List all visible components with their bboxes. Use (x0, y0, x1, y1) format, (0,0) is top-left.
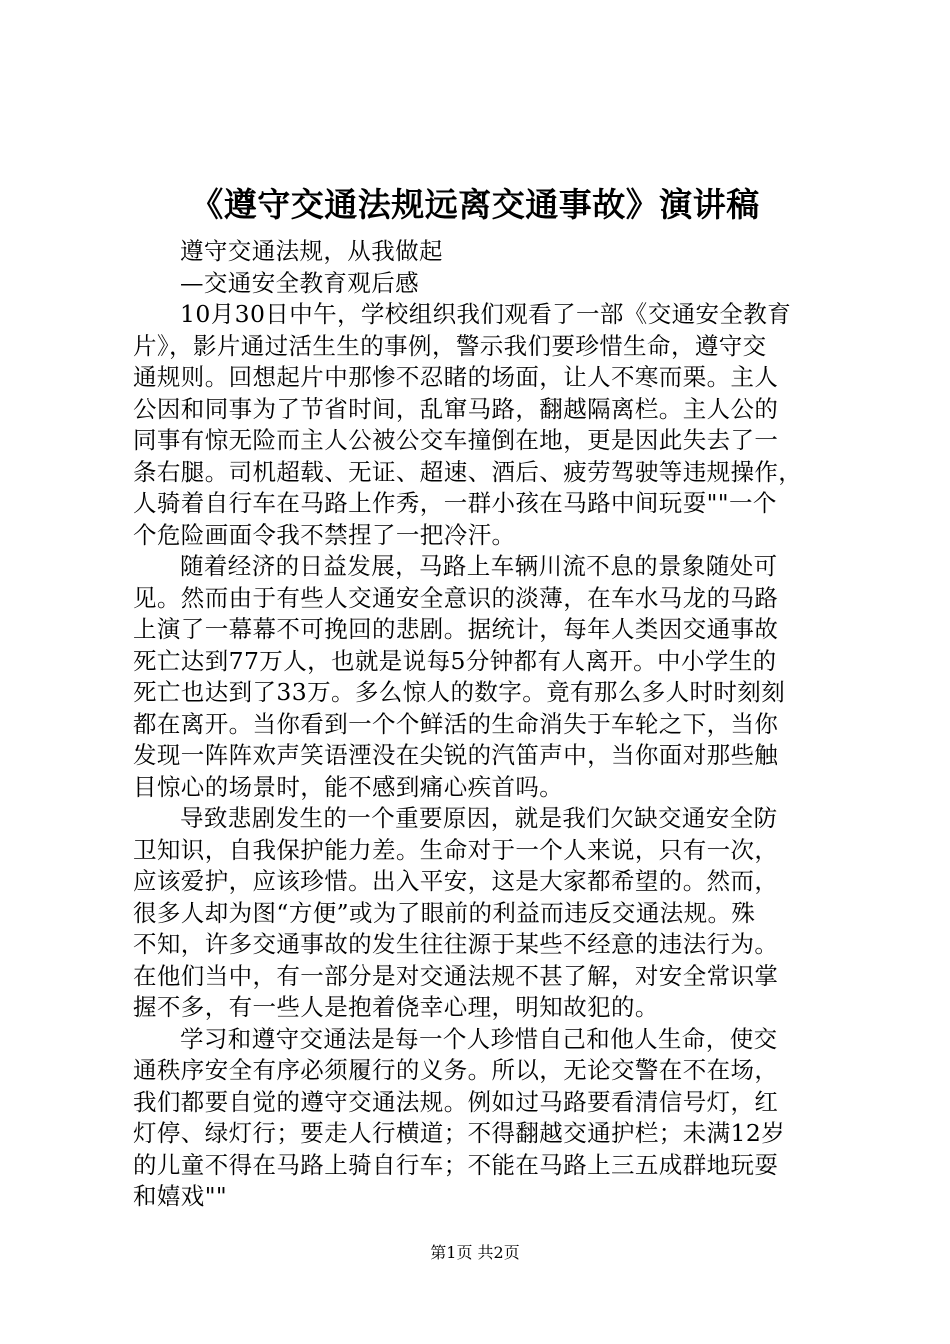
text-line: 应该爱护，应该珍惜。出入平安，这是大家都希望的。然而， (133, 867, 779, 895)
text-line: 的儿童不得在马路上骑自行车；不能在马路上三五成群地玩耍 (133, 1150, 779, 1179)
text-line: 片》，影片通过活生生的事例，警示我们要珍惜生命，遵守交 (133, 331, 767, 360)
page-footer: 第1页 共2页 (430, 1243, 520, 1262)
text-line: 公因和同事为了节省时间，乱窜马路，翻越隔离栏。主人公的 (133, 394, 779, 423)
text-line: 在他们当中，有一部分是对交通法规不甚了解，对安全常识掌 (133, 961, 779, 990)
page-title: 《遵守交通法规远离交通事故》演讲稿 (190, 185, 760, 224)
paragraph-2 (133, 551, 833, 803)
text-line: 通规则。回想起片中那惨不忍睹的场面，让人不寒而栗。主人 (133, 363, 779, 391)
document-body (133, 236, 833, 1213)
text-line: 同事有惊无险而主人公被公交车撞倒在地，更是因此失去了一 (133, 426, 779, 454)
subtitle-line: —交通安全教育观后感 (180, 268, 419, 297)
paragraph-1 (133, 299, 833, 551)
paragraph-4 (133, 1024, 833, 1213)
text-line: 人骑着自行车在马路上作秀，一群小孩在马路中间玩耍""一个 (133, 489, 777, 517)
paragraph-3 (133, 803, 833, 1024)
text-line: 上演了一幕幕不可挽回的悲剧。据统计，每年人类因交通事故 (133, 615, 779, 643)
text-line: 导致悲剧发生的一个重要原因，就是我们欠缺交通安全防 (180, 804, 778, 832)
text-line: 发现一阵阵欢声笑语湮没在尖锐的汽笛声中，当你面对那些触 (133, 741, 779, 769)
text-line: 不知，许多交通事故的发生往往源于某些不经意的违法行为。 (133, 930, 779, 958)
text-line: 和嬉戏"" (133, 1182, 228, 1210)
text-line: 很多人却为图“方便”或为了眼前的利益而违反交通法规。殊 (133, 898, 756, 927)
text-line: 死亡达到77万人，也就是说每5分钟都有人离开。中小学生的 (133, 646, 777, 675)
text-line: 个危险画面令我不禁捏了一把冷汗。 (133, 520, 516, 549)
text-line: 死亡也达到了33万。多么惊人的数字。竟有那么多人时时刻刻 (133, 678, 786, 706)
text-line: 10月30日中午，学校组织我们观看了一部《交通安全教育 (180, 300, 792, 328)
text-line: 随着经济的日益发展，马路上车辆川流不息的景象随处可 (180, 552, 778, 580)
text-line: 学习和遵守交通法是每一个人珍惜自己和他人生命，使交 (180, 1024, 778, 1053)
text-line: 我们都要自觉的遵守交通法规。例如过马路要看清信号灯，红 (133, 1087, 779, 1116)
text-line: 见。然而由于有些人交通安全意识的淡薄，在车水马龙的马路 (133, 583, 779, 612)
text-line: 目惊心的场景时，能不感到痛心疾首吗。 (133, 772, 564, 801)
text-line: 都在离开。当你看到一个个鲜活的生命消失于车轮之下，当你 (133, 709, 779, 738)
text-line: 灯停、绿灯行；要走人行横道；不得翻越交通护栏；未满12岁 (133, 1119, 786, 1147)
text-line: 握不多，有一些人是抱着侥幸心理，明知故犯的。 (133, 993, 659, 1021)
subtitle-line: 遵守交通法规，从我做起 (180, 237, 443, 265)
text-line: 通秩序安全有序必须履行的义务。所以，无论交警在不在场， (133, 1056, 779, 1084)
text-line: 条右腿。司机超载、无证、超速、酒后、疲劳驾驶等违规操作， (133, 457, 803, 486)
text-line: 卫知识，自我保护能力差。生命对于一个人来说，只有一次， (133, 835, 779, 864)
